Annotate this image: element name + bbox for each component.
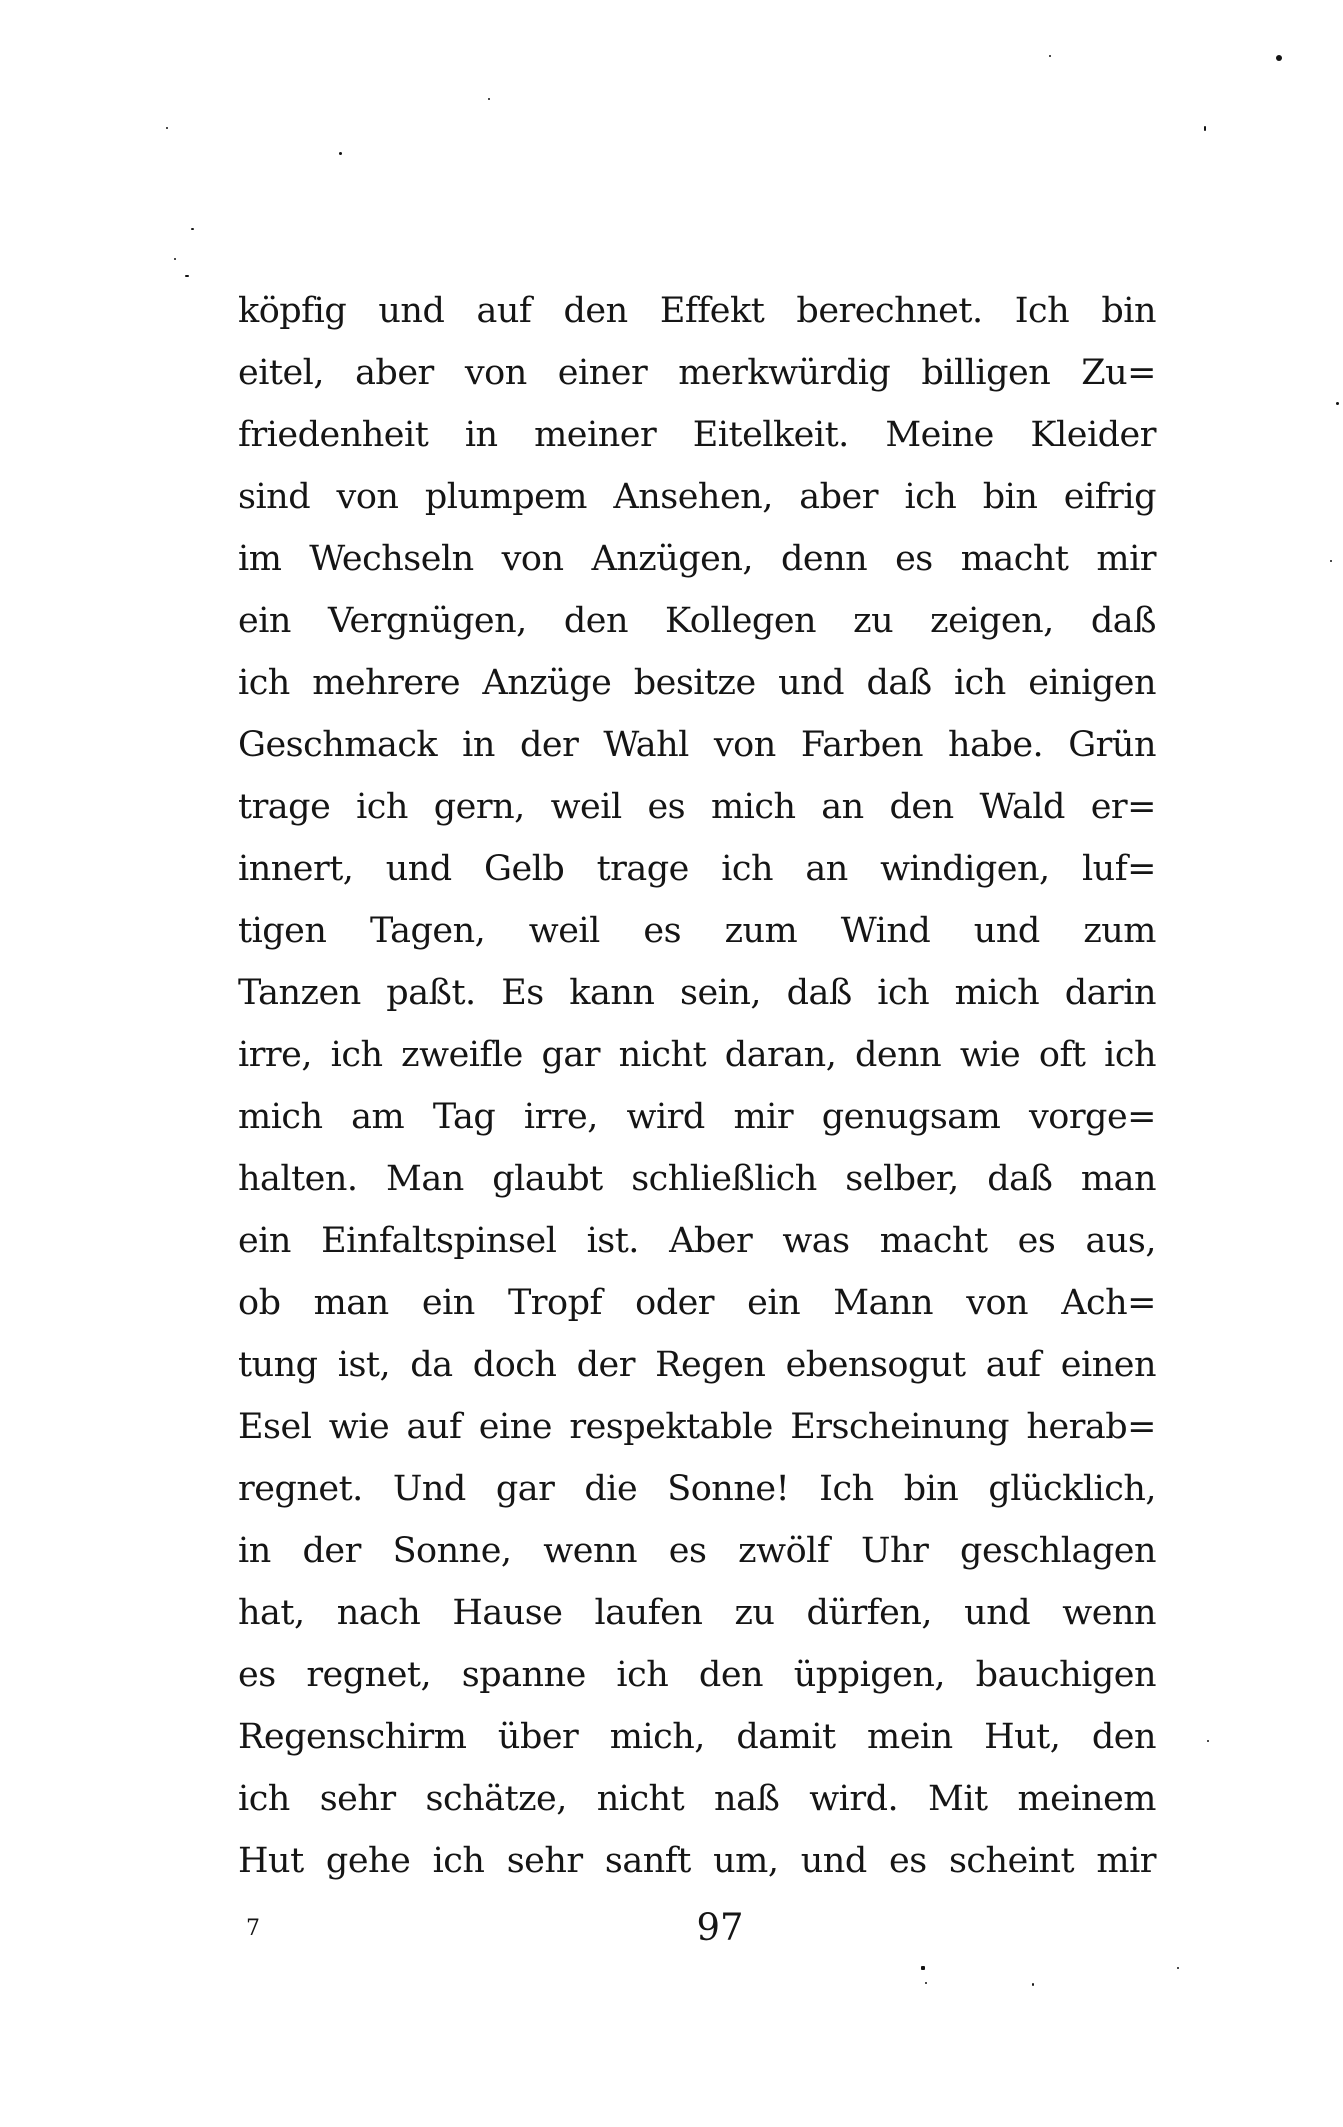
text-line: halten. Man glaubt schließlich selber, daß man [238,1159,1156,1199]
text-line: tigen Tagen, weil es zum Wind und zum [238,911,1156,951]
scan-speck [1330,560,1332,562]
scan-speck [185,275,189,277]
page-number: 97 [696,1906,744,1949]
text-line: ob man ein Tropf oder ein Mann von Ach= [238,1283,1156,1323]
text-line: ich mehrere Anzüge besitze und daß ich einigen [238,663,1156,703]
scan-speck [1049,55,1051,57]
scan-speck [166,127,168,129]
text-line: köpfig und auf den Effekt berechnet. Ich bin [238,291,1156,331]
signature-mark: 7 [246,1916,260,1941]
text-line: Hut gehe ich sehr sanft um, und es scheint mir [238,1841,1156,1881]
scan-speck [1207,1740,1209,1742]
text-line: ein Einfaltspinsel ist. Aber was macht es aus, [238,1221,1156,1261]
text-block [238,280,1156,1892]
text-line: Geschmack in der Wahl von Farben habe. Grün [238,725,1156,765]
text-line: Tanzen paßt. Es kann sein, daß ich mich darin [238,973,1156,1013]
text-line: regnet. Und gar die Sonne! Ich bin glücklich, [238,1469,1156,1509]
scan-speck [339,152,342,155]
scan-speck [1276,55,1282,61]
text-line: ein Vergnügen, den Kollegen zu zeigen, daß [238,601,1156,641]
text-line: irre, ich zweifle gar nicht daran, denn wie oft ich [238,1035,1156,1075]
scan-speck [921,1966,925,1970]
text-line: hat, nach Hause laufen zu dürfen, und wenn [238,1593,1156,1633]
text-line: Esel wie auf eine respektable Erscheinung herab= [238,1407,1156,1447]
text-line: mich am Tag irre, wird mir genugsam vorge= [238,1097,1156,1137]
scan-speck [1336,402,1339,405]
text-line: Regenschirm über mich, damit mein Hut, den [238,1717,1156,1757]
scan-speck [1177,1967,1179,1969]
scan-speck [191,228,194,230]
text-line: ich sehr schätze, nicht naß wird. Mit meinem [238,1779,1156,1819]
text-line: tung ist, da doch der Regen ebensogut auf einen [238,1345,1156,1385]
scan-speck [1204,126,1206,131]
text-line: es regnet, spanne ich den üppigen, bauchigen [238,1655,1156,1695]
text-line: im Wechseln von Anzügen, denn es macht mir [238,539,1156,579]
text-line: eitel, aber von einer merkwürdig billigen Zu= [238,353,1156,393]
scan-speck [174,258,176,260]
scan-speck [488,98,490,100]
text-line: friedenheit in meiner Eitelkeit. Meine Kleider [238,415,1156,455]
text-line: trage ich gern, weil es mich an den Wald er= [238,787,1156,827]
text-line: in der Sonne, wenn es zwölf Uhr geschlagen [238,1531,1156,1571]
scan-speck [925,1982,927,1984]
text-line: sind von plumpem Ansehen, aber ich bin eifrig [238,477,1156,517]
scan-speck [1032,1983,1034,1986]
text-line: innert, und Gelb trage ich an windigen, luf= [238,849,1156,889]
